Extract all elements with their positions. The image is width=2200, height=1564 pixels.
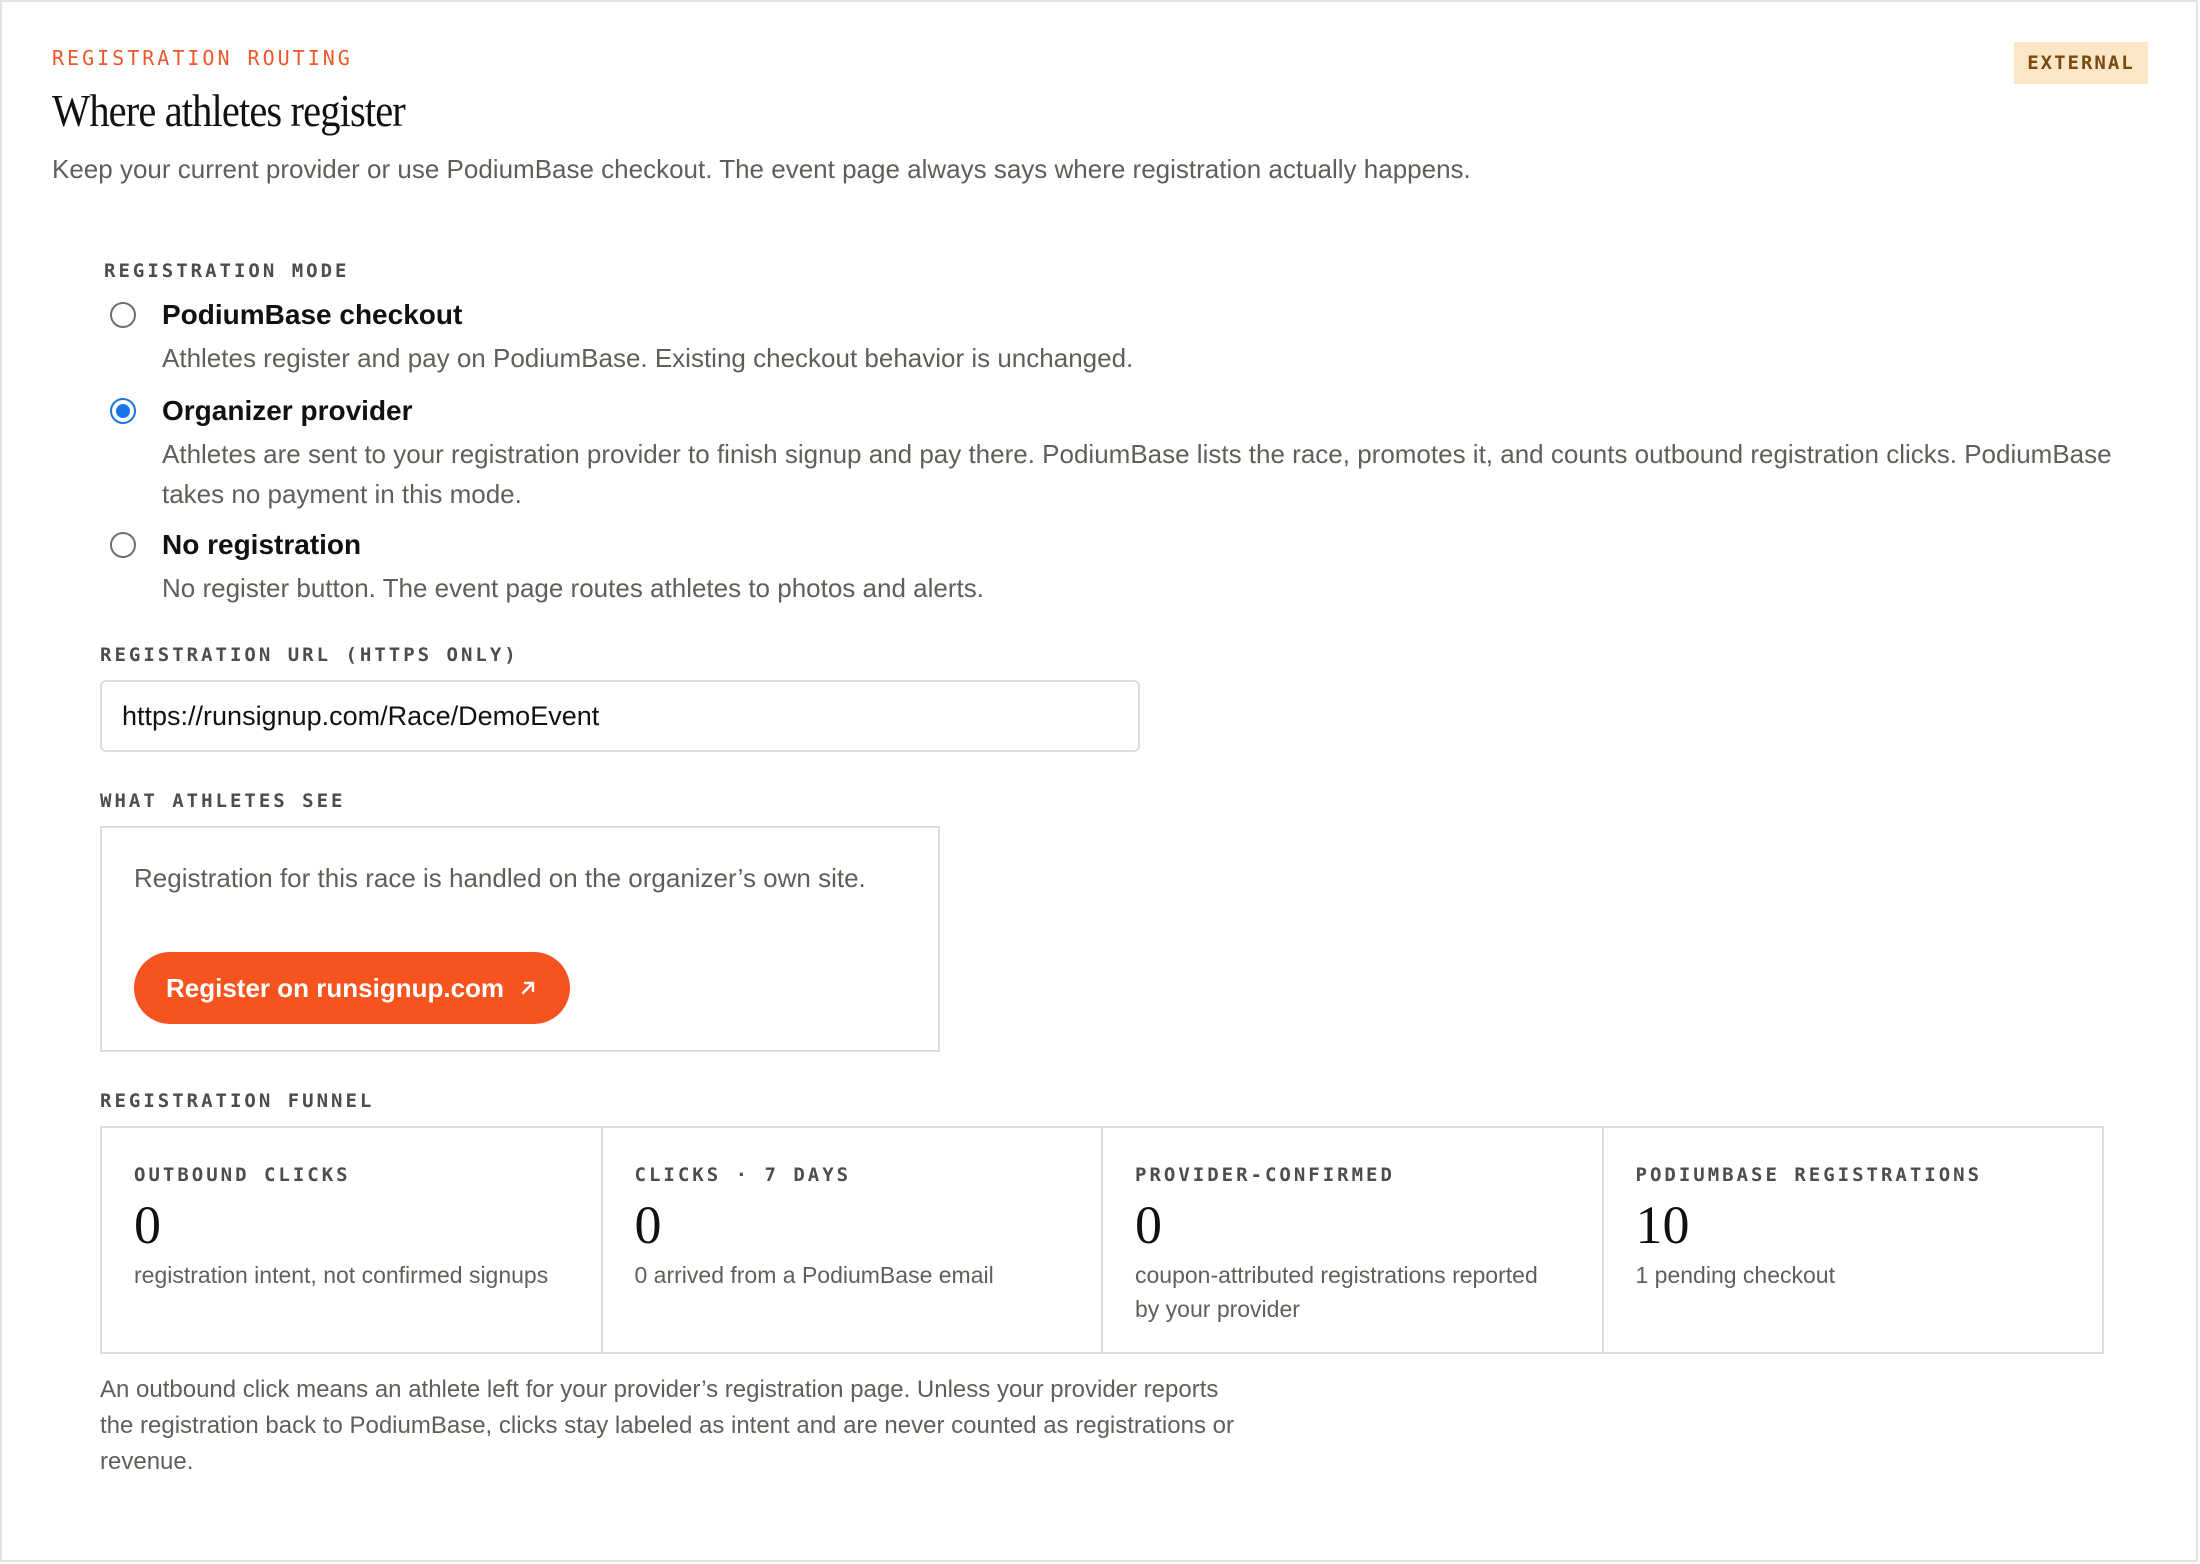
- metric-note: 1 pending checkout: [1635, 1262, 1835, 1288]
- metric-note: registration intent, not confirmed signups: [134, 1262, 549, 1288]
- radio-option-title: Organizer provider: [162, 395, 413, 426]
- radio-option-title: PodiumBase checkout: [162, 299, 463, 330]
- radio-option-description: No register button. The event page routes athletes to photos and alerts.: [162, 573, 984, 603]
- register-button-label: Register on runsignup.com: [166, 972, 505, 1003]
- registration-funnel: [100, 1126, 2104, 1354]
- funnel-footnote: An outbound click means an athlete left for your provider’s registration page. Unless your provider reports the registration back to PodiumBase, clicks stay labeled as intent and are never counted as registrations or revenue.: [100, 1376, 1234, 1475]
- metric-value: 0: [134, 1195, 161, 1255]
- radio-podiumbase-checkout[interactable]: [110, 302, 136, 328]
- radio-option-description: Athletes are sent to your registration provider to finish signup and pay there. PodiumBase lists the race, promotes it, and counts outbound registration clicks. PodiumBase takes no payment in this mode.: [162, 439, 2112, 509]
- metric-label: PROVIDER-CONFIRMED: [1135, 1164, 1395, 1186]
- metric-label: CLICKS · 7 DAYS: [634, 1164, 852, 1186]
- metric-clicks-7-days: [603, 1128, 1104, 1352]
- metric-outbound-clicks: [102, 1128, 603, 1352]
- preview-text: Registration for this race is handled on the organizer’s own site.: [134, 863, 866, 893]
- radio-organizer-provider[interactable]: [110, 398, 136, 424]
- registration-url-label: REGISTRATION URL (HTTPS ONLY): [100, 644, 519, 666]
- metric-podiumbase-registrations: [1604, 1128, 2103, 1352]
- athlete-preview-label: WHAT ATHLETES SEE: [100, 790, 346, 812]
- metric-label: OUTBOUND CLICKS: [134, 1164, 351, 1186]
- radio-option-title: No registration: [162, 529, 362, 560]
- metric-note: 0 arrived from a PodiumBase email: [634, 1262, 994, 1288]
- metric-note: coupon-attributed registrations reported by your provider: [1135, 1262, 1538, 1322]
- section-eyebrow: REGISTRATION ROUTING: [52, 46, 353, 70]
- metric-value: 0: [634, 1195, 662, 1255]
- metric-value: 0: [1135, 1195, 1162, 1255]
- athlete-preview-box: [100, 826, 940, 1052]
- metric-provider-confirmed: [1103, 1128, 1604, 1352]
- metric-value: 10: [1635, 1195, 1690, 1255]
- registration-funnel-label: REGISTRATION FUNNEL: [100, 1090, 375, 1112]
- radio-no-registration[interactable]: [110, 532, 136, 558]
- metric-label: PODIUMBASE REGISTRATIONS: [1635, 1164, 1983, 1186]
- registration-mode-label: REGISTRATION MODE: [104, 260, 350, 282]
- page-title: Where athletes register: [52, 85, 405, 136]
- register-external-button[interactable]: [134, 952, 570, 1024]
- registration-url-input[interactable]: [100, 680, 1140, 752]
- status-badge: EXTERNAL: [2014, 42, 2148, 84]
- page-subtitle: Keep your current provider or use PodiumBase checkout. The event page always says where registration actually happens.: [52, 154, 1471, 184]
- radio-option-description: Athletes register and pay on PodiumBase. Existing checkout behavior is unchanged.: [162, 343, 1134, 373]
- arrow-up-right-icon: [518, 978, 538, 998]
